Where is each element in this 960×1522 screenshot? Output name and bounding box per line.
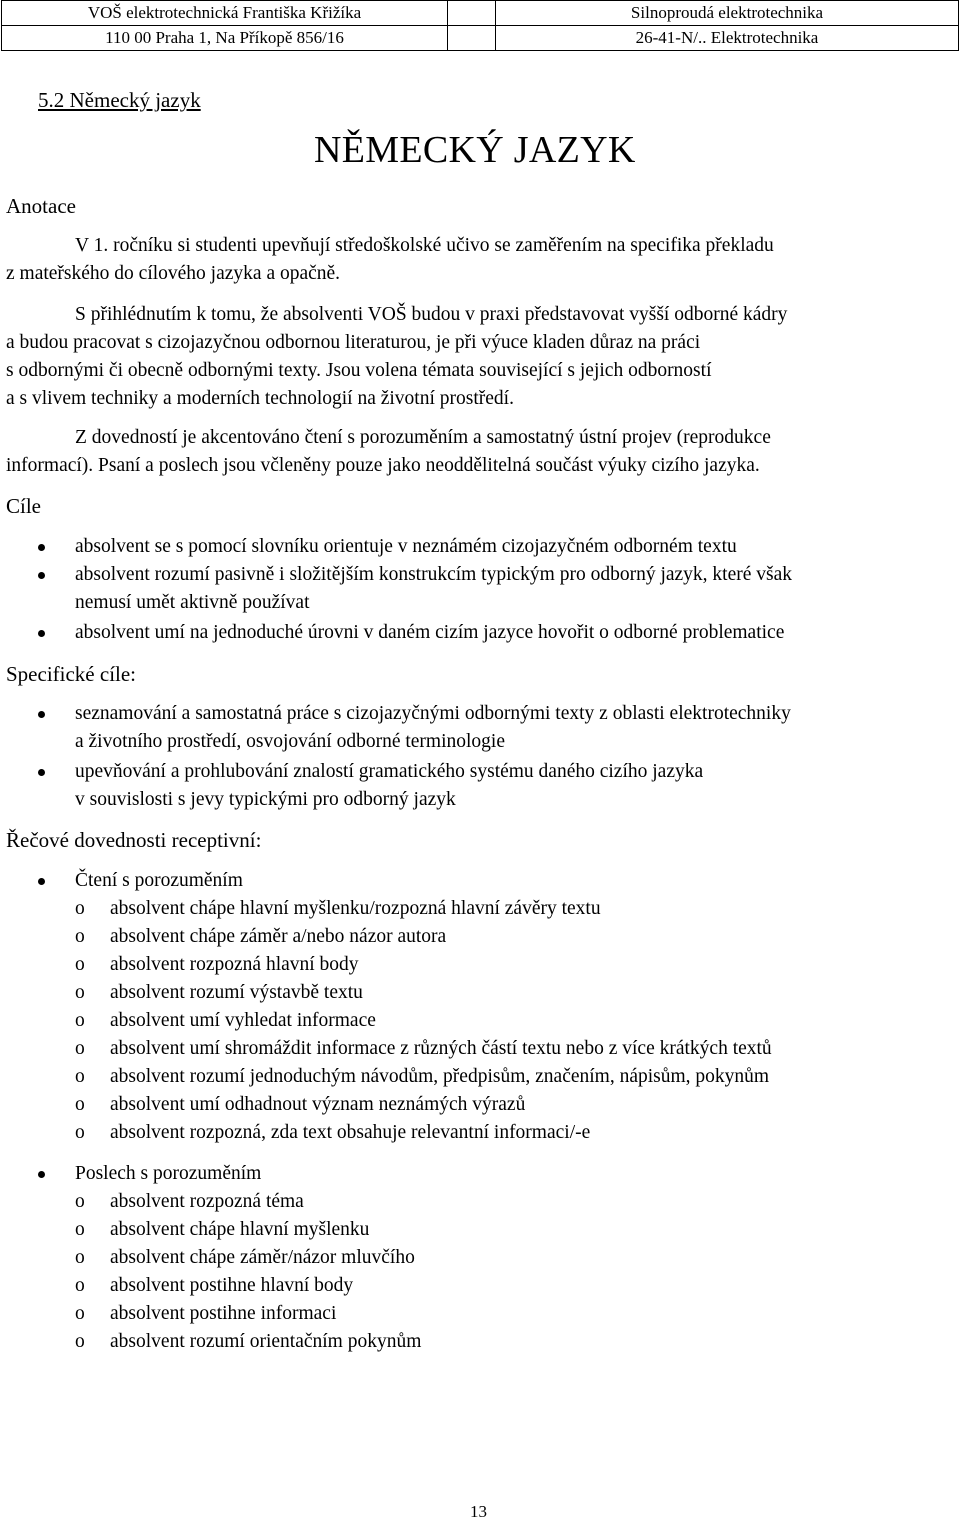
specificke-item-1-line2: a životního prostředí, osvojování odborné terminologie <box>75 731 505 752</box>
cteni-title: Čtení s porozuměním <box>75 870 243 891</box>
o-bullet-marker: o <box>75 1275 85 1296</box>
cteni-item: absolvent rozpozná hlavní body <box>110 954 359 975</box>
anotace-para3-line2: informací). Psaní a poslech jsou včleněny pouze jako neoddělitelná součást výuky cizího jazyka. <box>6 455 760 476</box>
section-heading: 5.2 Německý jazyk <box>38 88 201 112</box>
header-org: VOŠ elektrotechnická Františka Křižíka <box>2 1 448 26</box>
o-bullet-marker: o <box>75 982 85 1003</box>
o-bullet-marker: o <box>75 926 85 947</box>
header-code: 26-41-N/.. Elektrotechnika <box>496 26 959 51</box>
page-header <box>0 0 960 54</box>
bullet-icon <box>38 878 45 885</box>
cteni-item: absolvent chápe záměr a/nebo názor autora <box>110 926 447 947</box>
poslech-item: absolvent rozpozná téma <box>110 1191 304 1212</box>
o-bullet-marker: o <box>75 1331 85 1352</box>
specificke-item-1-line1: seznamování a samostatná práce s cizojazyčnými odbornými texty z oblasti elektrotechniky <box>75 703 791 724</box>
cteni-item: absolvent chápe hlavní myšlenku/rozpozná hlavní závěry textu <box>110 898 601 919</box>
cteni-item: absolvent umí odhadnout význam neznámých výrazů <box>110 1094 526 1115</box>
cteni-item: absolvent rozumí výstavbě textu <box>110 982 363 1003</box>
anotace-para2-line4: a s vlivem techniky a moderních technologií na životní prostředí. <box>6 388 514 409</box>
o-bullet-marker: o <box>75 898 85 919</box>
anotace-para3-line1: Z dovedností je akcentováno čtení s porozuměním a samostatný ústní projev (reprodukce <box>75 427 771 448</box>
page-number: 13 <box>470 1502 487 1521</box>
specificke-item-2-line2: v souvislosti s jevy typickými pro odborný jazyk <box>75 789 456 810</box>
cteni-item: absolvent rozumí jednoduchým návodům, předpisům, značením, nápisům, pokynům <box>110 1066 770 1087</box>
page-title: NĚMECKÝ JAZYK <box>314 129 636 171</box>
cteni-item: absolvent umí vyhledat informace <box>110 1010 376 1031</box>
specificke-label: Specifické cíle: <box>6 662 137 686</box>
bullet-icon <box>38 1171 45 1178</box>
cile-item-3: absolvent umí na jednoduché úrovni v daném cizím jazyce hovořit o odborné problematice <box>75 622 785 643</box>
anotace-para2-line1: S přihlédnutím k tomu, že absolventi VOŠ budou v praxi představovat vyšší odborné kádry <box>75 304 788 325</box>
poslech-item: absolvent rozumí orientačním pokynům <box>110 1331 422 1352</box>
cile-item-2-line1: absolvent rozumí pasivně i složitějším konstrukcím typickým pro odborný jazyk, které však <box>75 564 793 585</box>
o-bullet-marker: o <box>75 1038 85 1059</box>
bullet-icon <box>38 572 45 579</box>
o-bullet-marker: o <box>75 954 85 975</box>
cile-item-2-line2: nemusí umět aktivně používat <box>75 592 310 613</box>
o-bullet-marker: o <box>75 1303 85 1324</box>
o-bullet-marker: o <box>75 1066 85 1087</box>
bullet-icon <box>38 711 45 718</box>
cteni-item: absolvent umí shromáždit informace z různých částí textu nebo z více krátkých textů <box>110 1038 772 1059</box>
o-bullet-marker: o <box>75 1010 85 1031</box>
anotace-label: Anotace <box>6 194 76 218</box>
o-bullet-marker: o <box>75 1191 85 1212</box>
poslech-item: absolvent chápe záměr/názor mluvčího <box>110 1247 415 1268</box>
receptivni-label: Řečové dovednosti receptivní: <box>6 828 262 852</box>
cteni-item: absolvent rozpozná, zda text obsahuje relevantní informaci/-e <box>110 1122 591 1143</box>
header-field: Silnoproudá elektrotechnika <box>496 1 959 26</box>
poslech-item: absolvent chápe hlavní myšlenku <box>110 1219 370 1240</box>
anotace-para2-line3: s odbornými či obecně odbornými texty. Jsou volena témata související s jejich odborností <box>6 360 712 381</box>
poslech-item: absolvent postihne hlavní body <box>110 1275 354 1296</box>
poslech-title: Poslech s porozuměním <box>75 1163 262 1184</box>
anotace-para1-line2: z mateřského do cílového jazyka a opačně. <box>6 263 341 284</box>
poslech-item: absolvent postihne informaci <box>110 1303 337 1324</box>
bullet-icon <box>38 544 45 551</box>
specificke-item-2-line1: upevňování a prohlubování znalostí gramatického systému daného cizího jazyka <box>75 761 704 782</box>
bullet-icon <box>38 630 45 637</box>
anotace-para1-line1: V 1. ročníku si studenti upevňují středoškolské učivo se zaměřením na specifika překladu <box>75 235 774 256</box>
header-address: 110 00 Praha 1, Na Příkopě 856/16 <box>2 26 448 51</box>
cile-item-1: absolvent se s pomocí slovníku orientuje v neznámém cizojazyčném odborném textu <box>75 536 737 557</box>
o-bullet-marker: o <box>75 1247 85 1268</box>
o-bullet-marker: o <box>75 1094 85 1115</box>
bullet-icon <box>38 769 45 776</box>
o-bullet-marker: o <box>75 1122 85 1143</box>
anotace-para2-line2: a budou pracovat s cizojazyčnou odbornou literaturou, je při výuce kladen důraz na práci <box>6 332 701 353</box>
o-bullet-marker: o <box>75 1219 85 1240</box>
cile-label: Cíle <box>6 494 41 518</box>
